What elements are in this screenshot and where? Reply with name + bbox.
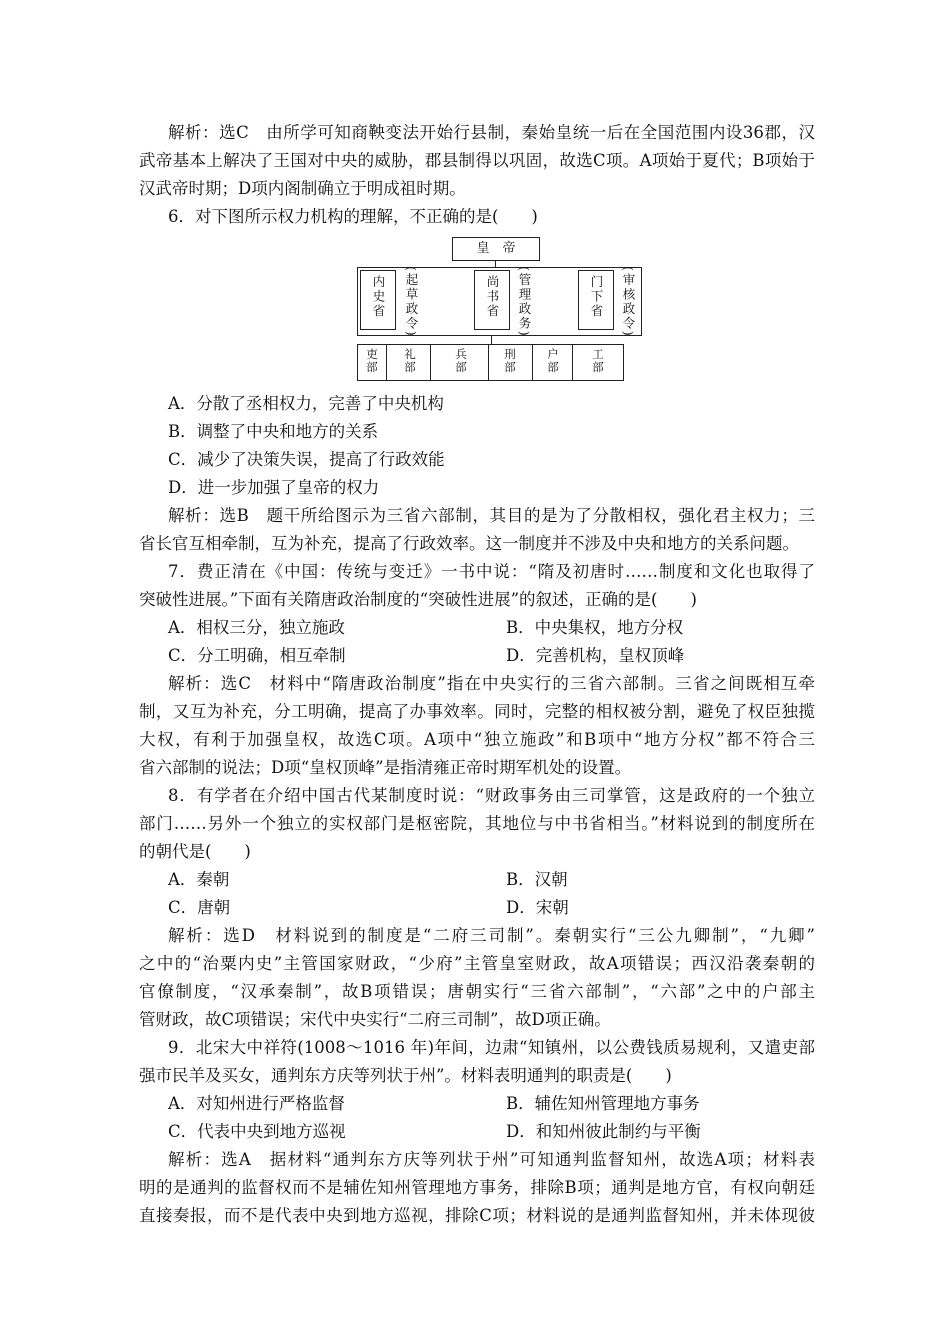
- question-6-stem: 6．对下图所示权力机构的理解，不正确的是( ): [168, 207, 538, 226]
- question-8-stem: 部门……另外一个独立的实权部门是枢密院，其地位与中书省相当。”材料说到的制度所在: [139, 814, 815, 833]
- question-7-stem: 7．费正清在《中国：传统与变迁》一书中说：“隋及初唐时……制度和文化也取得了: [168, 562, 815, 581]
- department-label: 刑部: [504, 347, 516, 374]
- option-d: D．完善机构，皇权顶峰: [506, 646, 685, 665]
- option-c: C．代表中央到地方巡视: [168, 1122, 346, 1141]
- analysis-line: 之中的“治粟内史”主管国家财政，“少府”主管皇室财政，故A项错误；西汉沿袭秦朝的: [139, 954, 815, 973]
- option-a: A．对知州进行严格监督: [168, 1094, 345, 1113]
- analysis-line: 解析：选B 题干所给图示为三省六部制，其目的是为了分散相权，强化君主权力；三: [168, 506, 815, 525]
- option-d: D．和知州彼此制约与平衡: [506, 1122, 701, 1141]
- divider: [572, 344, 573, 381]
- province-name: 内史省: [371, 275, 386, 319]
- analysis-line: 省长官互相牵制，互为补充，提高了行政效率。这一制度并不涉及中央和地方的关系问题。: [139, 534, 799, 553]
- question-9-stem: 9．北宋大中祥符(1008～1016 年)年间，边肃“知镇州，以公费钱质易规利，又遣吏部: [168, 1038, 815, 1057]
- option-a: A．分散了丞相权力，完善了中央机构: [168, 394, 444, 413]
- analysis-line: 制，又互为补充，分工明确，提高了办事效率。同时，完整的相权被分割，避免了权臣独揽: [139, 702, 815, 721]
- question-9-stem: 强市民羊及买女，通判东方庆等列状于州”。材料表明通判的职责是( ): [139, 1066, 672, 1085]
- divider: [488, 344, 489, 381]
- analysis-line: 解析：选C 材料中“隋唐政治制度”指在中央实行的三省六部制。三省之间既相互牵: [168, 674, 815, 693]
- department-label: 吏部: [366, 347, 378, 374]
- analysis-line: 解析：选A 据材料“通判东方庆等列状于州”可知通判监督知州，故选A项；材料表: [168, 1150, 815, 1169]
- option-a: A．秦朝: [168, 870, 230, 889]
- option-d: D．进一步加强了皇帝的权力: [168, 478, 380, 497]
- analysis-line: 解析：选C 由所学可知商鞅变法开始行县制，秦始皇统一后在全国范围内设36郡，汉: [168, 123, 815, 142]
- option-b: B．中央集权，地方分权: [506, 618, 684, 637]
- analysis-line: 明的是通判的监督权而不是辅佐知州管理地方事务，排除B项；通判是地方官，有权向朝廷: [139, 1178, 815, 1197]
- department-label: 工部: [592, 347, 604, 374]
- divider: [386, 344, 387, 381]
- province-role: (管理政务): [517, 266, 532, 338]
- question-7-stem: 突破性进展。”下面有关隋唐政治制度的“突破性进展”的叙述，正确的是( ): [139, 590, 697, 609]
- province-box: [474, 270, 510, 330]
- province-role: (起草政令): [404, 266, 419, 338]
- analysis-line: 解析：选D 材料说到的制度是“二府三司制”。秦朝实行“三公九卿制”，“九卿”: [168, 926, 815, 945]
- department-label: 户部: [547, 347, 559, 374]
- question-8-stem: 8．有学者在介绍中国古代某制度时说：“财政事务由三司掌管，这是政府的一个独立: [168, 786, 815, 805]
- divider: [430, 344, 431, 381]
- analysis-line: 管财政，故C项错误；宋代中央实行“二府三司制”，故D项正确。: [139, 1010, 611, 1029]
- option-b: B．调整了中央和地方的关系: [168, 422, 379, 441]
- analysis-line: 大权，有利于加强皇权，故选C项。A项中“独立施政”和B项中“地方分权”都不符合三: [139, 730, 815, 749]
- analysis-line: 官僚制度，“汉承秦制”，故B项错误；唐朝实行“三省六部制”，“六部”之中的户部主: [139, 982, 815, 1001]
- province-box: [360, 270, 396, 330]
- departments-frame: [357, 344, 624, 381]
- option-a: A．相权三分，独立施政: [168, 618, 345, 637]
- option-b: B．辅佐知州管理地方事务: [506, 1094, 700, 1113]
- option-c: C．分工明确，相互牵制: [168, 646, 346, 665]
- province-name: 尚书省: [485, 275, 500, 319]
- option-b: B．汉朝: [506, 870, 568, 889]
- emperor-box: 皇 帝: [452, 237, 540, 261]
- question-8-stem: 的朝代是( ): [139, 842, 251, 861]
- department-label: 兵部: [455, 347, 467, 374]
- option-c: C．唐朝: [168, 898, 231, 917]
- analysis-line: 汉武帝时期；D项内阁制确立于明成祖时期。: [139, 179, 466, 198]
- option-d: D．宋朝: [506, 898, 569, 917]
- connector: [491, 336, 492, 344]
- option-c: C．减少了决策失误，提高了行政效能: [168, 450, 445, 469]
- analysis-line: 省六部制的说法；D项“皇权顶峰”是指清雍正帝时期军机处的设置。: [139, 758, 632, 777]
- province-box: [578, 270, 614, 330]
- province-role: (审核政令): [621, 266, 636, 338]
- analysis-line: 武帝基本上解决了王国对中央的威胁，郡县制得以巩固，故选C项。A项始于夏代；B项始于: [139, 151, 815, 170]
- province-name: 门下省: [589, 275, 604, 319]
- divider: [532, 344, 533, 381]
- department-label: 礼部: [404, 347, 416, 374]
- analysis-line: 直接奏报，而不是代表中央到地方巡视，排除C项；材料说的是通判监督知州，并未体现彼: [139, 1206, 815, 1225]
